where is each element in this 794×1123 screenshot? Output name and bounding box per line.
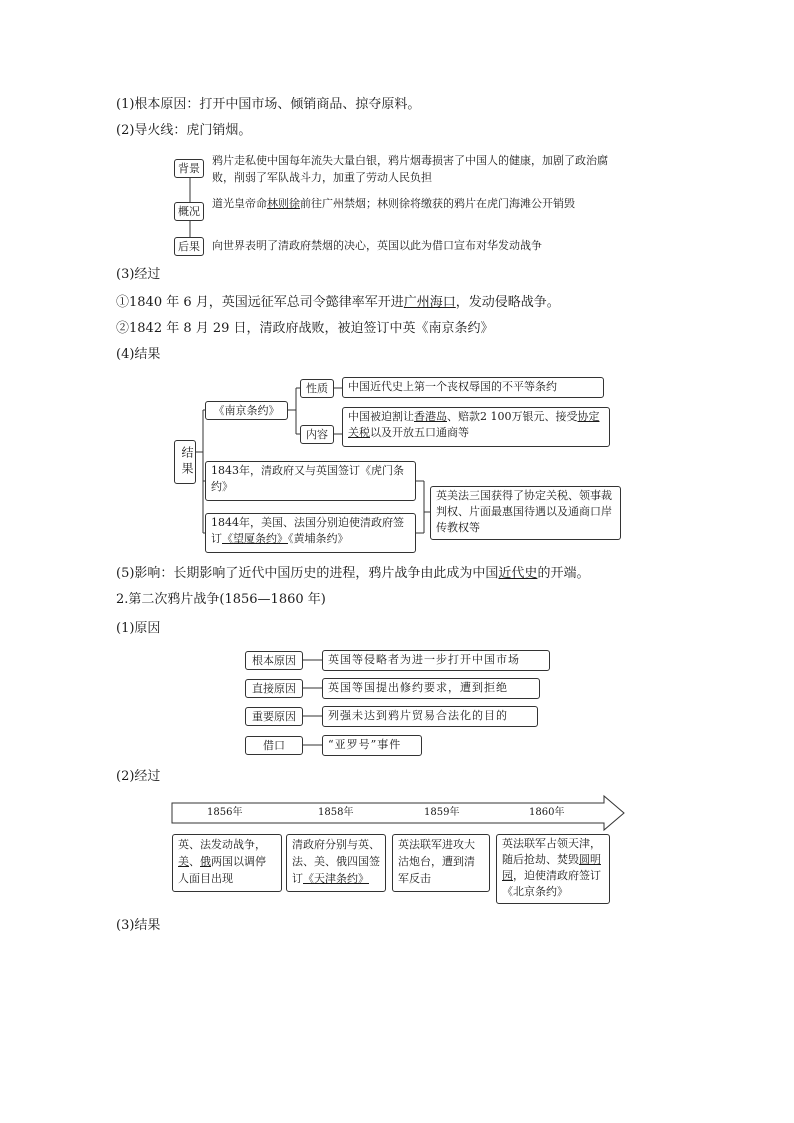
- cause-text-1: 英国等侵略者为进一步打开中国市场: [322, 650, 550, 671]
- event-1858: 清政府分别与英、法、美、俄四国签订《天津条约》: [286, 834, 386, 892]
- process-heading-2: (2)经过: [116, 769, 161, 784]
- event-1859: 英法联军进攻大沽炮台，遭到清军反击: [392, 834, 490, 892]
- nature-text: 中国近代史上第一个丧权辱国的不平等条约: [342, 377, 604, 398]
- content-label: 内容: [300, 425, 334, 444]
- cause-label-3: 重要原因: [245, 707, 303, 726]
- consequence-label: 后果: [174, 237, 204, 256]
- content-text: 中国被迫割让香港岛、赔款2 100万银元、接受协定关税以及开放五口通商等: [342, 407, 610, 447]
- year-1859: 1859年: [424, 807, 460, 818]
- year-1858: 1858年: [318, 807, 354, 818]
- result-heading-2: (3)结果: [116, 918, 161, 933]
- cause-label-4: 借口: [245, 736, 303, 755]
- result-label: 结果: [174, 440, 196, 484]
- overview-text: 道光皇帝命林则徐前往广州禁烟；林则徐将缴获的鸦片在虎门海滩公开销毁: [212, 197, 575, 210]
- second-war-title: 2.第二次鸦片战争(1856—1860 年): [116, 592, 326, 607]
- consequence-text: 向世界表明了清政府禁烟的决心，英国以此为借口宣布对华发动战争: [212, 239, 542, 252]
- cause-text-4: “亚罗号”事件: [322, 735, 422, 756]
- background-label: 背景: [174, 159, 204, 178]
- process-1842-line: ②1842 年 8 月 29 日，清政府战败，被迫签订中英《南京条约》: [116, 321, 494, 336]
- result-heading: (4)结果: [116, 347, 161, 362]
- humen-treaty-box: 1843年，清政府又与英国签订《虎门条约》: [205, 461, 416, 501]
- cause-text-3: 列强未达到鸦片贸易合法化的目的: [322, 706, 538, 727]
- process-1840-line: ①1840 年 6 月，英国远征军总司令懿律率军开进广州海口，发动侵略战争。: [116, 295, 560, 310]
- wangxia-huangpu-box: 1844年，美国、法国分别迫使清政府签订《望厦条约》《黄埔条约》: [205, 513, 416, 553]
- event-1856: 英、法发动战争，美、俄两国以调停人面目出现: [172, 834, 282, 892]
- process-heading: (3)经过: [116, 267, 161, 282]
- trigger-line: (2)导火线：虎门销烟。: [116, 123, 252, 138]
- nanjing-treaty-box: 《南京条约》: [205, 401, 288, 420]
- causes-heading: (1)原因: [116, 621, 161, 636]
- cause-label-1: 根本原因: [245, 651, 303, 670]
- year-1860: 1860年: [529, 807, 565, 818]
- overview-label: 概况: [174, 202, 204, 221]
- nature-label: 性质: [300, 379, 334, 398]
- root-cause-line: (1)根本原因：打开中国市场、倾销商品、掠夺原料。: [116, 97, 421, 112]
- cause-label-2: 直接原因: [245, 679, 303, 698]
- cause-text-2: 英国等国提出修约要求，遭到拒绝: [322, 678, 540, 699]
- year-1856: 1856年: [207, 807, 243, 818]
- event-1860: 英法联军占领天津，随后抢劫、焚毁圆明园，迫使清政府签订《北京条约》: [496, 834, 610, 904]
- impact-line: (5)影响：长期影响了近代中国历史的进程，鸦片战争由此成为中国近代史的开端。: [116, 566, 590, 581]
- background-text: 鸦片走私使中国每年流失大量白银，鸦片烟毒损害了中国人的健康，加剧了政治腐败，削弱了军队战斗力，加重了劳动人民负担: [212, 154, 608, 184]
- privileges-box: 英美法三国获得了协定关税、领事裁判权、片面最惠国待遇以及通商口岸传教权等: [430, 486, 621, 540]
